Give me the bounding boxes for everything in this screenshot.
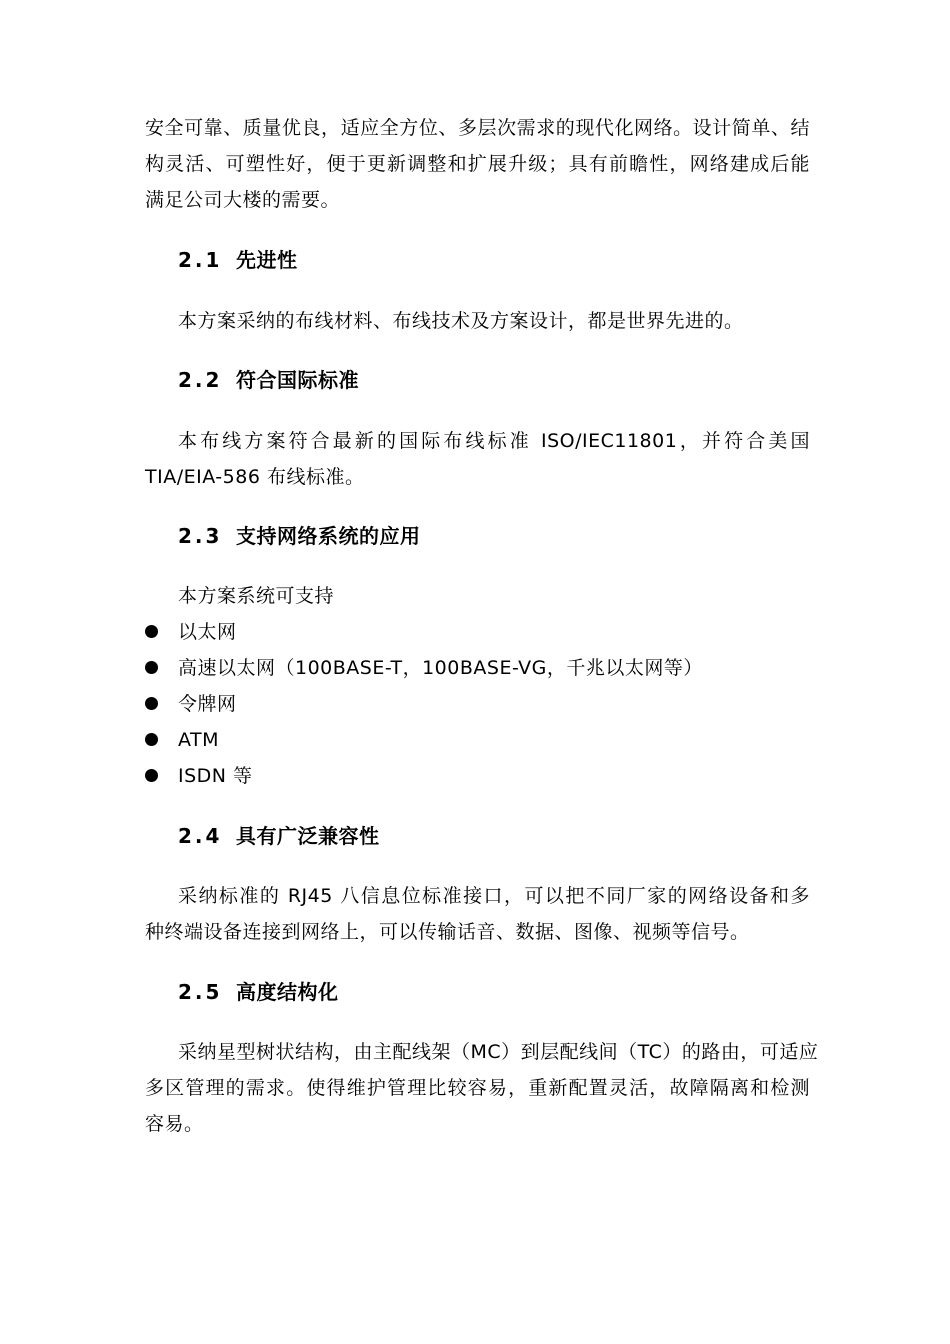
section-number: 2.3 [178, 524, 223, 548]
section-2-2-line-2: TIA/EIA-586 布线标准。 [145, 466, 365, 488]
section-number: 2.2 [178, 368, 223, 392]
list-item-text: ISDN 等 [178, 765, 253, 787]
section-title: 具有广泛兼容性 [236, 824, 380, 848]
intro-line-3: 满足公司大楼的需要。 [145, 189, 341, 211]
intro-line-2: 构灵活、可塑性好，便于更新调整和扩展升级；具有前瞻性，网络建成后能 [145, 153, 810, 175]
section-heading-2-4 [178, 818, 380, 854]
section-2-5-line-2: 多区管理的需求。使得维护管理比较容易，重新配置灵活，故障隔离和检测 [145, 1077, 810, 1099]
list-item-text: 令牌网 [178, 693, 237, 715]
section-heading-2-1 [178, 242, 298, 278]
section-title: 符合国际标准 [236, 368, 359, 392]
section-heading-2-2 [178, 362, 359, 398]
list-item-text: 以太网 [178, 621, 237, 643]
section-number: 2.5 [178, 980, 223, 1004]
section-heading-2-5 [178, 974, 339, 1010]
list-item-text: 高速以太网（100BASE-T，100BASE-VG，千兆以太网等） [178, 657, 703, 679]
section-2-5-line-3: 容易。 [145, 1113, 204, 1135]
bullet-icon [145, 697, 158, 710]
intro-line-1: 安全可靠、质量优良，适应全方位、多层次需求的现代化网络。设计简单、结 [145, 117, 810, 139]
bullet-icon [145, 625, 158, 638]
section-2-2-line-1: 本布线方案符合最新的国际布线标准 ISO/IEC11801，并符合美国 [178, 430, 810, 452]
section-title: 高度结构化 [236, 980, 339, 1004]
section-title: 支持网络系统的应用 [236, 524, 421, 548]
section-title: 先进性 [236, 248, 298, 272]
bullet-icon [145, 661, 158, 674]
section-heading-2-3 [178, 518, 421, 554]
section-2-5-line-1: 采纳星型树状结构，由主配线架（MC）到层配线间（TC）的路由，可适应 [178, 1041, 819, 1063]
section-2-3-line-1: 本方案系统可支持 [178, 585, 335, 607]
bullet-icon [145, 733, 158, 746]
section-number: 2.1 [178, 248, 223, 272]
section-2-4-line-1: 采纳标准的 RJ45 八信息位标准接口，可以把不同厂家的网络设备和多 [178, 885, 810, 907]
section-2-1-line-1: 本方案采纳的布线材料、布线技术及方案设计，都是世界先进的。 [178, 310, 744, 332]
bullet-icon [145, 769, 158, 782]
section-2-4-line-2: 种终端设备连接到网络上，可以传输话音、数据、图像、视频等信号。 [145, 921, 750, 943]
section-number: 2.4 [178, 824, 223, 848]
list-item-text: ATM [178, 729, 220, 751]
